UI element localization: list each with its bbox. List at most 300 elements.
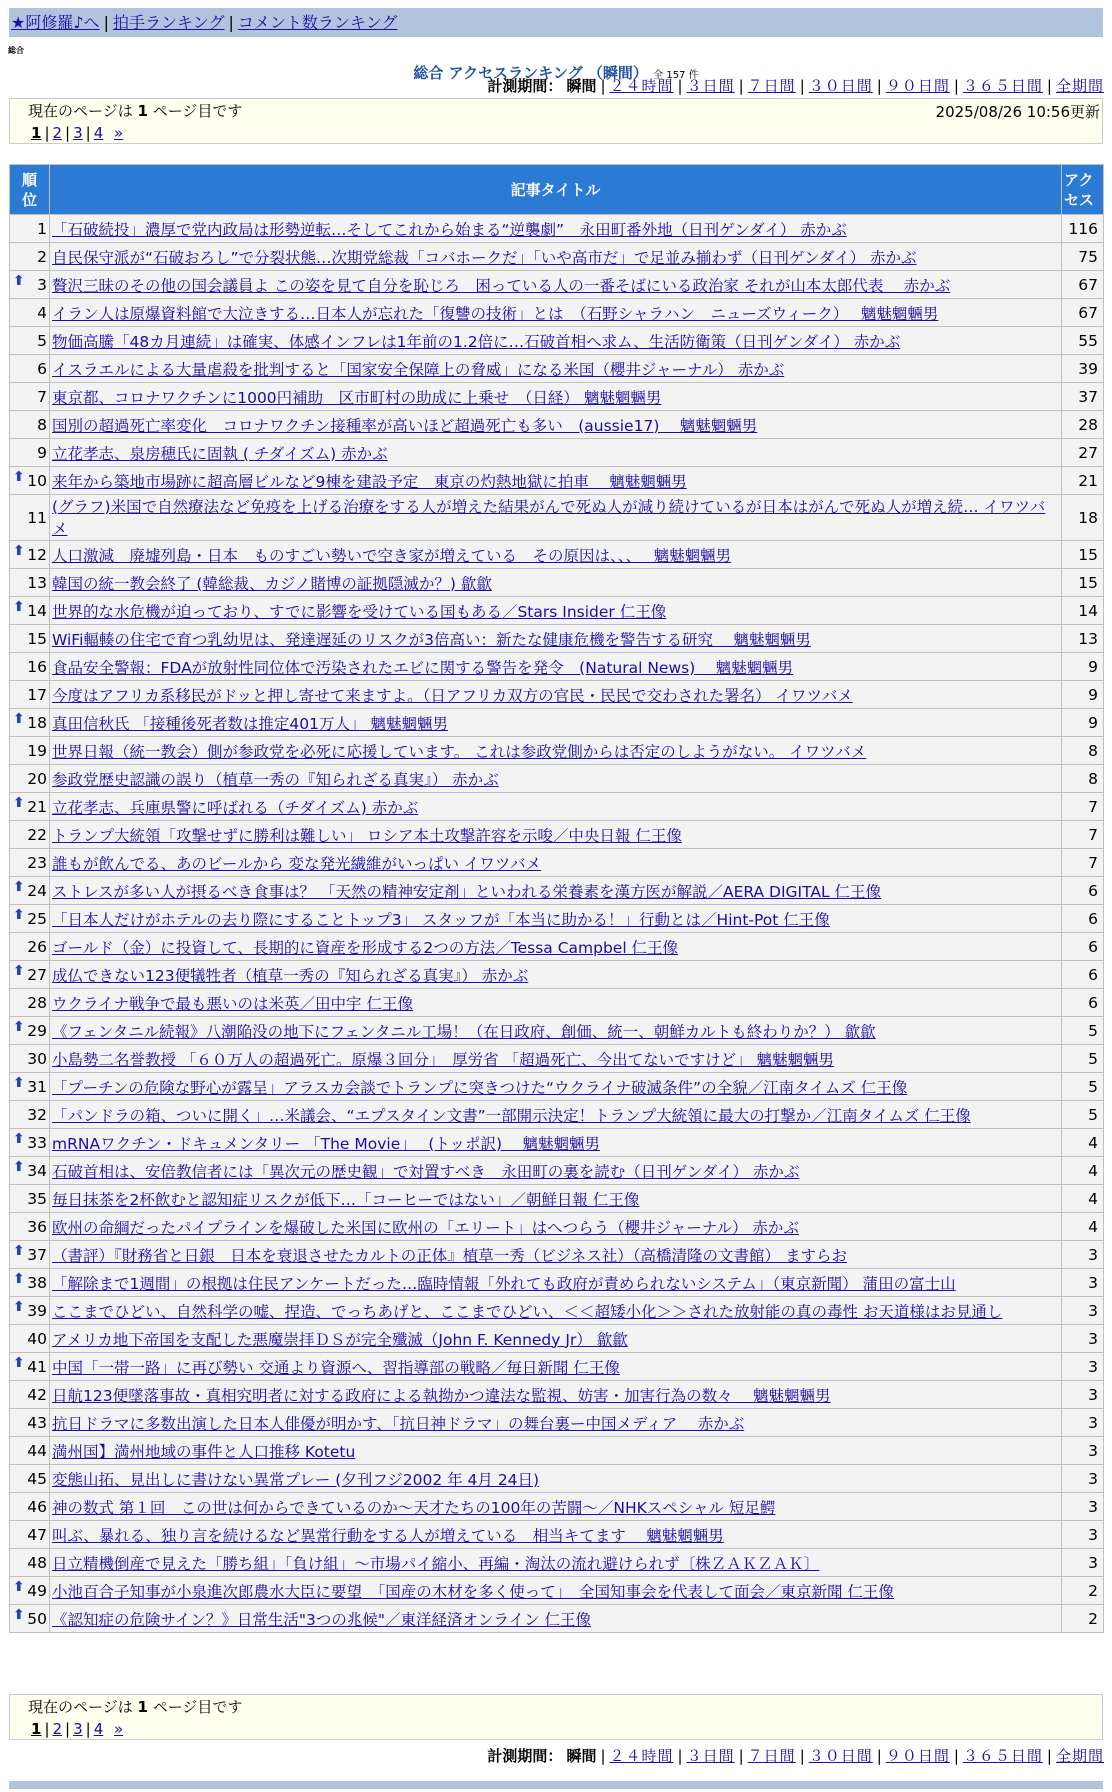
rank-cell bbox=[10, 495, 50, 541]
header-rank: 順位 bbox=[10, 165, 50, 215]
title-cell bbox=[50, 355, 1062, 383]
rank-up-arrow-icon: ⬆ bbox=[13, 1355, 25, 1371]
rank-cell bbox=[10, 439, 50, 467]
access-count: 6 bbox=[1062, 877, 1104, 905]
rank-number: 32 bbox=[27, 1105, 47, 1124]
article-link[interactable]: 「日本人だけがホテルの去り際にすることトップ3」 スタッフが「本当に助かる！」行動とは／Hint-Pot 仁王像 bbox=[52, 910, 830, 929]
title-cell bbox=[50, 709, 1062, 737]
access-count: 5 bbox=[1062, 1045, 1104, 1073]
rank-number: 28 bbox=[27, 993, 47, 1012]
page-separator: | bbox=[85, 1720, 91, 1738]
rank-number: 6 bbox=[37, 359, 47, 378]
title-cell bbox=[50, 1353, 1062, 1381]
access-count: 3 bbox=[1062, 1353, 1104, 1381]
rank-cell bbox=[10, 1353, 50, 1381]
access-count: 37 bbox=[1062, 383, 1104, 411]
table-row bbox=[10, 1465, 1104, 1493]
article-link[interactable]: 参政党歴史認識の誤り（植草一秀の『知られざる真実』） 赤かぶ bbox=[52, 770, 499, 789]
access-count: 3 bbox=[1062, 1409, 1104, 1437]
table-row bbox=[10, 1521, 1104, 1549]
table-row bbox=[10, 1017, 1104, 1045]
rank-number: 47 bbox=[27, 1525, 47, 1544]
article-link[interactable]: 変態山拓、見出しに書けない異常プレー (夕刊フジ2002 年 4月 24日) bbox=[52, 1470, 540, 1489]
article-link[interactable]: 立花孝志、兵庫県警に呼ばれる（チダイズム) 赤かぶ bbox=[52, 798, 419, 817]
table-row bbox=[10, 1213, 1104, 1241]
table-row bbox=[10, 1129, 1104, 1157]
rank-cell bbox=[10, 1549, 50, 1577]
table-row bbox=[10, 569, 1104, 597]
access-count: 21 bbox=[1062, 467, 1104, 495]
rank-number: 21 bbox=[27, 797, 47, 816]
nav-link-comment-ranking[interactable]: コメント数ランキング bbox=[237, 13, 398, 32]
table-row bbox=[10, 1269, 1104, 1297]
page-separator: | bbox=[44, 124, 50, 142]
rank-number: 19 bbox=[27, 741, 47, 760]
article-link[interactable]: 食品安全警報：FDAが放射性同位体で汚染されたエビに関する警告を発令 (Natural News) 魑魅魍魎男 bbox=[52, 658, 794, 677]
article-link[interactable]: 来年から築地市場跡に超高層ビルなど9棟を建設予定 東京の灼熱地獄に拍車 魑魅魍魎男 bbox=[52, 472, 687, 491]
article-link[interactable]: WiFi輻輳の住宅で育つ乳幼児は、発達遅延のリスクが3倍高い：新たな健康危機を警告する研究 魑魅魍魎男 bbox=[52, 630, 811, 649]
access-count: 8 bbox=[1062, 765, 1104, 793]
period-link-1[interactable]: ３日間 bbox=[686, 77, 735, 95]
rank-cell bbox=[10, 597, 50, 625]
article-link[interactable]: 毎日抹茶を2杯飲むと認知症リスクが低下…「コーヒーではない」／朝鮮日報 仁王像 bbox=[52, 1190, 640, 1209]
current-page-suffix: ページ目です bbox=[152, 1698, 243, 1716]
page-links bbox=[10, 1719, 1102, 1741]
period-link-4[interactable]: ９０日間 bbox=[885, 1747, 950, 1765]
nav-separator: | bbox=[228, 13, 234, 32]
table-row bbox=[10, 1353, 1104, 1381]
rank-up-arrow-icon: ⬆ bbox=[13, 469, 25, 485]
access-count: 3 bbox=[1062, 1437, 1104, 1465]
article-link[interactable]: 贅沢三昧のその他の国会議員よ この姿を見て自分を恥じろ 困っている人の一番そばにいる政治家 それが山本太郎代表 赤かぶ bbox=[52, 276, 951, 295]
table-row bbox=[10, 467, 1104, 495]
rank-cell bbox=[10, 1185, 50, 1213]
rank-cell bbox=[10, 1101, 50, 1129]
rank-number: 14 bbox=[27, 601, 47, 620]
rank-number: 39 bbox=[27, 1301, 47, 1320]
rank-number: 46 bbox=[27, 1497, 47, 1516]
access-count: 2 bbox=[1062, 1605, 1104, 1633]
article-link[interactable]: 世界日報（統一教会）側が参政党を必死に応援しています。 これは参政党側からは否定のしようがない。 イワツバメ bbox=[52, 742, 867, 761]
title-cell bbox=[50, 737, 1062, 765]
rank-cell bbox=[10, 355, 50, 383]
rank-cell bbox=[10, 327, 50, 355]
rank-cell bbox=[10, 1241, 50, 1269]
rank-cell bbox=[10, 681, 50, 709]
article-link[interactable]: 中国「一帯一路」に再び勢い 交通より資源へ、習指導部の戦略／毎日新聞 仁王像 bbox=[52, 1358, 620, 1377]
table-row bbox=[10, 961, 1104, 989]
access-count: 3 bbox=[1062, 1549, 1104, 1577]
article-link[interactable]: （書評）『財務省と日銀 日本を衰退させたカルトの正体』植草一秀（ビジネス社）（高橋清隆の文書館） ますらお bbox=[52, 1246, 847, 1265]
title-cell bbox=[50, 1269, 1062, 1297]
rank-number: 29 bbox=[27, 1021, 47, 1040]
nav-link-home[interactable]: ★阿修羅♪へ bbox=[11, 13, 100, 32]
access-count: 13 bbox=[1062, 625, 1104, 653]
access-count: 75 bbox=[1062, 243, 1104, 271]
rank-number: 2 bbox=[37, 247, 47, 266]
table-row bbox=[10, 1381, 1104, 1409]
title-cell bbox=[50, 1605, 1062, 1633]
table-row bbox=[10, 327, 1104, 355]
rank-cell bbox=[10, 625, 50, 653]
period-link-1[interactable]: ３日間 bbox=[686, 1747, 735, 1765]
current-page-number: 1 bbox=[137, 1698, 148, 1716]
title-cell bbox=[50, 1297, 1062, 1325]
rank-number: 24 bbox=[27, 881, 47, 900]
page-link-3[interactable]: 3 bbox=[73, 1720, 83, 1738]
rank-up-arrow-icon: ⬆ bbox=[13, 711, 25, 727]
period-separator: | bbox=[953, 1747, 959, 1765]
page-links bbox=[10, 123, 1102, 145]
access-count: 3 bbox=[1062, 1325, 1104, 1353]
title-cell bbox=[50, 765, 1062, 793]
ranking-rows bbox=[10, 215, 1104, 1633]
title-cell bbox=[50, 541, 1062, 569]
rank-cell bbox=[10, 765, 50, 793]
period-separator: | bbox=[738, 77, 744, 95]
title-cell bbox=[50, 1465, 1062, 1493]
period-separator: | bbox=[600, 1747, 606, 1765]
period-link-6[interactable]: 全期間 bbox=[1055, 1747, 1104, 1765]
title-cell bbox=[50, 1241, 1062, 1269]
title-cell bbox=[50, 411, 1062, 439]
current-page-number: 1 bbox=[137, 102, 148, 120]
period-separator: | bbox=[1046, 77, 1052, 95]
period-link-2[interactable]: ７日間 bbox=[747, 77, 796, 95]
rank-up-arrow-icon: ⬆ bbox=[13, 1579, 25, 1595]
title-cell bbox=[50, 569, 1062, 597]
table-row bbox=[10, 1493, 1104, 1521]
access-count: 3 bbox=[1062, 1269, 1104, 1297]
article-link[interactable]: 抗日ドラマに多数出演した日本人俳優が明かす、「抗日神ドラマ」の舞台裏ー中国メディア 赤かぶ bbox=[52, 1414, 745, 1433]
table-row bbox=[10, 1577, 1104, 1605]
total-count: 全 157 件 bbox=[653, 70, 699, 81]
article-link[interactable]: 韓国の統一教会終了 (韓総裁、カジノ賭博の証拠隠滅か？) 歙歙 bbox=[52, 574, 492, 593]
nav-separator: | bbox=[103, 13, 109, 32]
period-link-6[interactable]: 全期間 bbox=[1055, 77, 1104, 95]
rank-up-arrow-icon: ⬆ bbox=[13, 1131, 25, 1147]
title-cell bbox=[50, 1325, 1062, 1353]
rank-cell bbox=[10, 243, 50, 271]
access-count: 15 bbox=[1062, 569, 1104, 597]
access-count: 116 bbox=[1062, 215, 1104, 243]
article-link[interactable]: 物価高騰「48カ月連続」は確実、体感インフレは1年前の1.2倍に…石破首相へ求ム、生活防衛策（日刊ゲンダイ） 赤かぶ bbox=[52, 332, 901, 351]
rank-number: 22 bbox=[27, 825, 47, 844]
title-cell bbox=[50, 1213, 1062, 1241]
title-cell bbox=[50, 1493, 1062, 1521]
table-row bbox=[10, 1073, 1104, 1101]
article-link[interactable]: イスラエルによる大量虐殺を批判すると「国家安全保障上の脅威」になる米国（櫻井ジャーナル） 赤かぶ bbox=[52, 360, 785, 379]
table-row bbox=[10, 1157, 1104, 1185]
page-current: 1 bbox=[31, 1720, 42, 1738]
rank-cell bbox=[10, 961, 50, 989]
title-cell bbox=[50, 653, 1062, 681]
article-link[interactable]: 「パンドラの箱、ついに開く」…米議会、“エプスタイン文書”一部開示決定！トランプ大統領に最大の打撃か／江南タイムズ 仁王像 bbox=[52, 1106, 971, 1125]
rank-number: 13 bbox=[27, 573, 47, 592]
access-count: 4 bbox=[1062, 1157, 1104, 1185]
rank-number: 37 bbox=[27, 1245, 47, 1264]
rank-up-arrow-icon: ⬆ bbox=[13, 1075, 25, 1091]
access-count: 5 bbox=[1062, 1017, 1104, 1045]
page-link-3[interactable]: 3 bbox=[73, 124, 83, 142]
access-count: 6 bbox=[1062, 933, 1104, 961]
article-link[interactable]: 「プーチンの危険な野心が露呈」アラスカ会談でトランプに突きつけた“ウクライナ破滅条件”の全貌／江南タイムズ 仁王像 bbox=[52, 1078, 908, 1097]
table-row bbox=[10, 383, 1104, 411]
rank-number: 41 bbox=[27, 1357, 47, 1376]
period-separator: | bbox=[677, 77, 683, 95]
access-count: 6 bbox=[1062, 905, 1104, 933]
access-count: 8 bbox=[1062, 737, 1104, 765]
article-link[interactable]: 立花孝志、泉房穂氏に固執 ( チダイズム) 赤かぶ bbox=[52, 444, 388, 463]
article-link[interactable]: 人口激減 廃墟列島・日本 ものすごい勢いで空き家が増えている その原因は、、、 魑魅魍魎男 bbox=[52, 546, 732, 565]
rank-number: 11 bbox=[27, 508, 47, 527]
access-count: 39 bbox=[1062, 355, 1104, 383]
access-count: 9 bbox=[1062, 681, 1104, 709]
period-link-3[interactable]: ３０日間 bbox=[808, 1747, 873, 1765]
table-row bbox=[10, 1409, 1104, 1437]
article-link[interactable]: 日立精機倒産で見えた「勝ち組」「負け組」～市場パイ縮小、再編・淘汰の流れ避けられず〔株ＺＡＫＺＡＫ〕 bbox=[52, 1554, 820, 1573]
title-cell bbox=[50, 681, 1062, 709]
rank-cell bbox=[10, 653, 50, 681]
access-count: 28 bbox=[1062, 411, 1104, 439]
period-label: 計測期間： bbox=[487, 77, 563, 95]
title-cell bbox=[50, 905, 1062, 933]
table-row bbox=[10, 989, 1104, 1017]
article-link[interactable]: 小池百合子知事が小泉進次郎農水大臣に要望 「国産の木材を多く使って」 全国知事会を代表して面会／東京新聞 仁王像 bbox=[52, 1582, 894, 1601]
page-separator: | bbox=[65, 1720, 71, 1738]
article-link[interactable]: 国別の超過死亡率変化 コロナワクチン接種率が高いほど超過死亡も多い (aussie17) 魑魅魍魎男 bbox=[52, 416, 758, 435]
current-page-text bbox=[10, 1695, 1102, 1719]
article-link[interactable]: アメリカ地下帝国を支配した悪魔崇拝ＤＳが完全殲滅（John F. Kennedy Jr） 歙歙 bbox=[52, 1330, 628, 1349]
period-link-3[interactable]: ３０日間 bbox=[808, 77, 873, 95]
table-row bbox=[10, 625, 1104, 653]
access-count: 67 bbox=[1062, 271, 1104, 299]
rank-cell bbox=[10, 383, 50, 411]
rank-up-arrow-icon: ⬆ bbox=[13, 1019, 25, 1035]
rank-cell bbox=[10, 821, 50, 849]
title-cell bbox=[50, 243, 1062, 271]
title-cell bbox=[50, 299, 1062, 327]
page-next-link[interactable]: » bbox=[114, 1720, 124, 1738]
title-cell bbox=[50, 849, 1062, 877]
table-row bbox=[10, 495, 1104, 541]
rank-number: 50 bbox=[27, 1609, 47, 1628]
rank-number: 40 bbox=[27, 1329, 47, 1348]
rank-number: 12 bbox=[27, 545, 47, 564]
title-cell bbox=[50, 1521, 1062, 1549]
article-link[interactable]: 真田信秋氏 「接種後死者数は推定401万人」 魑魅魍魎男 bbox=[52, 714, 448, 733]
article-link[interactable]: ゴールド（金）に投資して、長期的に資産を形成する2つの方法／Tessa Campbel 仁王像 bbox=[52, 938, 679, 957]
title-cell bbox=[50, 821, 1062, 849]
table-row bbox=[10, 849, 1104, 877]
page-next-link[interactable]: » bbox=[114, 124, 124, 142]
rank-cell bbox=[10, 411, 50, 439]
title-cell bbox=[50, 597, 1062, 625]
access-count: 9 bbox=[1062, 709, 1104, 737]
rank-number: 18 bbox=[27, 713, 47, 732]
title-cell bbox=[50, 933, 1062, 961]
article-link[interactable]: ストレスが多い人が摂るべき食事は？ 「天然の精神安定剤」といわれる栄養素を漢方医が解説／AERA DIGITAL 仁王像 bbox=[52, 882, 882, 901]
article-link[interactable]: 世界的な水危機が迫っており、すでに影響を受けている国もある／Stars Insider 仁王像 bbox=[52, 602, 667, 621]
rank-cell bbox=[10, 989, 50, 1017]
article-link[interactable]: 小島勢二名誉教授 「６０万人の超過死亡。原爆３回分」 厚労省 「超過死亡、今出てないですけど」 魑魅魍魎男 bbox=[52, 1050, 835, 1069]
rank-cell bbox=[10, 1381, 50, 1409]
rank-number: 31 bbox=[27, 1077, 47, 1096]
period-separator: | bbox=[738, 1747, 744, 1765]
article-link[interactable]: トランプ大統領「攻撃せずに勝利は難しい」 ロシア本土攻撃許容を示唆／中央日報 仁王像 bbox=[52, 826, 682, 845]
period-current: 瞬間 bbox=[566, 1747, 597, 1765]
rank-cell bbox=[10, 467, 50, 495]
page-link-4[interactable]: 4 bbox=[93, 124, 104, 142]
access-count: 14 bbox=[1062, 597, 1104, 625]
article-link[interactable]: ウクライナ戦争で最も悪いのは米英／田中宇 仁王像 bbox=[52, 994, 413, 1013]
rank-cell bbox=[10, 1157, 50, 1185]
article-link[interactable]: 石破首相は、安倍教信者には「異次元の歴史観」で対置すべき 永田町の裏を読む（日刊ゲンダイ） 赤かぶ bbox=[52, 1162, 800, 1181]
title-cell bbox=[50, 383, 1062, 411]
article-link[interactable]: 東京都、コロナワクチンに1000円補助 区市町村の助成に上乗せ （日経） 魑魅魍魎男 bbox=[52, 388, 662, 407]
table-row bbox=[10, 541, 1104, 569]
access-count: 4 bbox=[1062, 1129, 1104, 1157]
category-label: 総合 bbox=[8, 46, 24, 55]
rank-number: 25 bbox=[27, 909, 47, 928]
header-access: アクセス bbox=[1062, 165, 1104, 215]
period-separator: | bbox=[799, 77, 805, 95]
top-nav-bar bbox=[9, 8, 1103, 37]
rank-cell bbox=[10, 1269, 50, 1297]
rank-up-arrow-icon: ⬆ bbox=[13, 1243, 25, 1259]
access-count: 15 bbox=[1062, 541, 1104, 569]
article-link[interactable]: 《認知症の危険サイン？》日常生活"3つの兆候"／東洋経済オンライン 仁王像 bbox=[52, 1610, 591, 1629]
article-link[interactable]: ここまでひどい、自然科学の嘘、捏造、でっちあげと、ここまでひどい、＜＜超矮小化＞＞された放射能の真の毒性 お天道様はお見通し bbox=[52, 1302, 1003, 1321]
rank-number: 3 bbox=[37, 275, 47, 294]
rank-cell bbox=[10, 905, 50, 933]
table-row bbox=[10, 737, 1104, 765]
article-link[interactable]: 満州国】満州地域の事件と人口推移 Kotetu bbox=[52, 1442, 356, 1461]
period-link-5[interactable]: ３６５日間 bbox=[962, 77, 1043, 95]
table-row bbox=[10, 1549, 1104, 1577]
rank-number: 35 bbox=[27, 1189, 47, 1208]
rank-cell bbox=[10, 299, 50, 327]
access-count: 18 bbox=[1062, 495, 1104, 541]
table-row bbox=[10, 877, 1104, 905]
rank-cell bbox=[10, 933, 50, 961]
title-cell bbox=[50, 495, 1062, 541]
title-cell bbox=[50, 271, 1062, 299]
title-cell bbox=[50, 625, 1062, 653]
rank-number: 33 bbox=[27, 1133, 47, 1152]
rank-cell bbox=[10, 737, 50, 765]
rank-cell bbox=[10, 1073, 50, 1101]
period-link-2[interactable]: ７日間 bbox=[747, 1747, 796, 1765]
title-cell bbox=[50, 877, 1062, 905]
rank-up-arrow-icon: ⬆ bbox=[13, 543, 25, 559]
rank-number: 9 bbox=[37, 443, 47, 462]
article-link[interactable]: (グラフ)米国で自然療法など免疫を上げる治療をする人が増えた結果がんで死ぬ人が減り続けているが日本はがんで死ぬ人が増え続… イワツバメ bbox=[52, 497, 1046, 538]
article-link[interactable]: 自民保守派が“石破おろし”で分裂状態…次期党総裁「コバホークだ」「いや高市だ」で足並み揃わず（日刊ゲンダイ） 赤かぶ bbox=[52, 248, 917, 267]
title-cell bbox=[50, 327, 1062, 355]
period-selector-top bbox=[487, 76, 1104, 96]
title-cell bbox=[50, 1129, 1062, 1157]
rank-number: 16 bbox=[27, 657, 47, 676]
rank-number: 10 bbox=[27, 471, 47, 490]
access-count: 7 bbox=[1062, 849, 1104, 877]
period-selector-bottom bbox=[487, 1746, 1104, 1766]
period-link-4[interactable]: ９０日間 bbox=[885, 77, 950, 95]
article-link[interactable]: 欧州の命綱だったパイプラインを爆破した米国に欧州の「エリート」はへつらう（櫻井ジャーナル） 赤かぶ bbox=[52, 1218, 799, 1237]
rank-up-arrow-icon: ⬆ bbox=[13, 907, 25, 923]
article-link[interactable]: 叫ぶ、暴れる、独り言を続けるなど異常行動をする人が増えている 相当キてます 魑魅魍魎男 bbox=[52, 1526, 724, 1545]
rank-cell bbox=[10, 1325, 50, 1353]
title-cell bbox=[50, 989, 1062, 1017]
rank-number: 36 bbox=[27, 1217, 47, 1236]
current-page-prefix: 現在のページは bbox=[28, 102, 133, 120]
rank-up-arrow-icon: ⬆ bbox=[13, 1159, 25, 1175]
rank-cell bbox=[10, 1129, 50, 1157]
article-link[interactable]: 神の数式 第１回 この世は何からできているのか～天才たちの100年の苦闘～／NHKスペシャル 短足鰐 bbox=[52, 1498, 776, 1517]
table-row bbox=[10, 933, 1104, 961]
rank-number: 4 bbox=[37, 303, 47, 322]
access-count: 27 bbox=[1062, 439, 1104, 467]
article-link[interactable]: 成仏できない123便犠牲者（植草一秀の『知られざる真実』） 赤かぶ bbox=[52, 966, 529, 985]
article-link[interactable]: 誰もが飲んでる、あのビールから 変な発光繊維がいっぱい イワツバメ bbox=[52, 854, 542, 873]
table-row bbox=[10, 1101, 1104, 1129]
article-link[interactable]: 《フェンタニル続報》八潮陥没の地下にフェンタニル工場！（在日政府、創価、統一、朝鮮カルトも終わりか？） 歙歙 bbox=[52, 1022, 876, 1041]
access-count: 6 bbox=[1062, 961, 1104, 989]
access-count: 3 bbox=[1062, 1381, 1104, 1409]
article-link[interactable]: 「石破続投」濃厚で党内政局は形勢逆転…そしてこれから始まる“逆襲劇” 永田町番外地（日刊ゲンダイ） 赤かぶ bbox=[52, 220, 847, 239]
rank-cell bbox=[10, 569, 50, 597]
rank-number: 27 bbox=[27, 965, 47, 984]
period-separator: | bbox=[677, 1747, 683, 1765]
table-row bbox=[10, 821, 1104, 849]
table-row bbox=[10, 765, 1104, 793]
title-cell bbox=[50, 1045, 1062, 1073]
rank-number: 43 bbox=[27, 1413, 47, 1432]
article-link[interactable]: mRNAワクチン・ドキュメンタリー 「The Movie」 (トッポ訳) 魑魅魍魎男 bbox=[52, 1134, 600, 1153]
title-cell bbox=[50, 1101, 1062, 1129]
pager-bottom bbox=[9, 1694, 1103, 1740]
article-link[interactable]: 今度はアフリカ系移民がドッと押し寄せて来ますよ。（日アフリカ双方の官民・民民で交わされた署名） イワツバメ bbox=[52, 686, 853, 705]
page-separator: | bbox=[44, 1720, 50, 1738]
access-count: 7 bbox=[1062, 793, 1104, 821]
rank-number: 42 bbox=[27, 1385, 47, 1404]
title-cell bbox=[50, 1381, 1062, 1409]
nav-link-clap-ranking[interactable]: 拍手ランキング bbox=[112, 13, 225, 32]
period-link-0[interactable]: ２４時間 bbox=[609, 1747, 674, 1765]
rank-cell bbox=[10, 1045, 50, 1073]
table-row bbox=[10, 439, 1104, 467]
table-row bbox=[10, 597, 1104, 625]
period-link-0[interactable]: ２４時間 bbox=[609, 77, 674, 95]
rank-number: 20 bbox=[27, 769, 47, 788]
rank-cell bbox=[10, 709, 50, 737]
rank-up-arrow-icon: ⬆ bbox=[13, 273, 25, 289]
period-label: 計測期間： bbox=[487, 1747, 563, 1765]
page-link-2[interactable]: 2 bbox=[52, 124, 63, 142]
rank-number: 5 bbox=[37, 331, 47, 350]
page-link-2[interactable]: 2 bbox=[52, 1720, 63, 1738]
table-row bbox=[10, 905, 1104, 933]
article-link[interactable]: イラン人は原爆資料館で大泣きする…日本人が忘れた「復讐の技術」とは （石野シャラハン ニューズウィーク） 魑魅魍魎男 bbox=[52, 304, 939, 323]
article-link[interactable]: 「解除まで1週間」の根拠は住民アンケートだった…臨時情報「外れても政府が責められないシステム」（東京新聞） 蒲田の富士山 bbox=[52, 1274, 956, 1293]
page-link-4[interactable]: 4 bbox=[93, 1720, 104, 1738]
access-count: 4 bbox=[1062, 1213, 1104, 1241]
updated-timestamp: 2025/08/26 10:56更新 bbox=[935, 103, 1100, 121]
period-link-5[interactable]: ３６５日間 bbox=[962, 1747, 1043, 1765]
table-row bbox=[10, 653, 1104, 681]
page-title-text: 総合 アクセスランキング （瞬間） bbox=[413, 64, 648, 82]
article-link[interactable]: 日航123便墜落事故・真相究明者に対する政府による執拗かつ違法な監視、妨害・加害行為の数々 魑魅魍魎男 bbox=[52, 1386, 831, 1405]
